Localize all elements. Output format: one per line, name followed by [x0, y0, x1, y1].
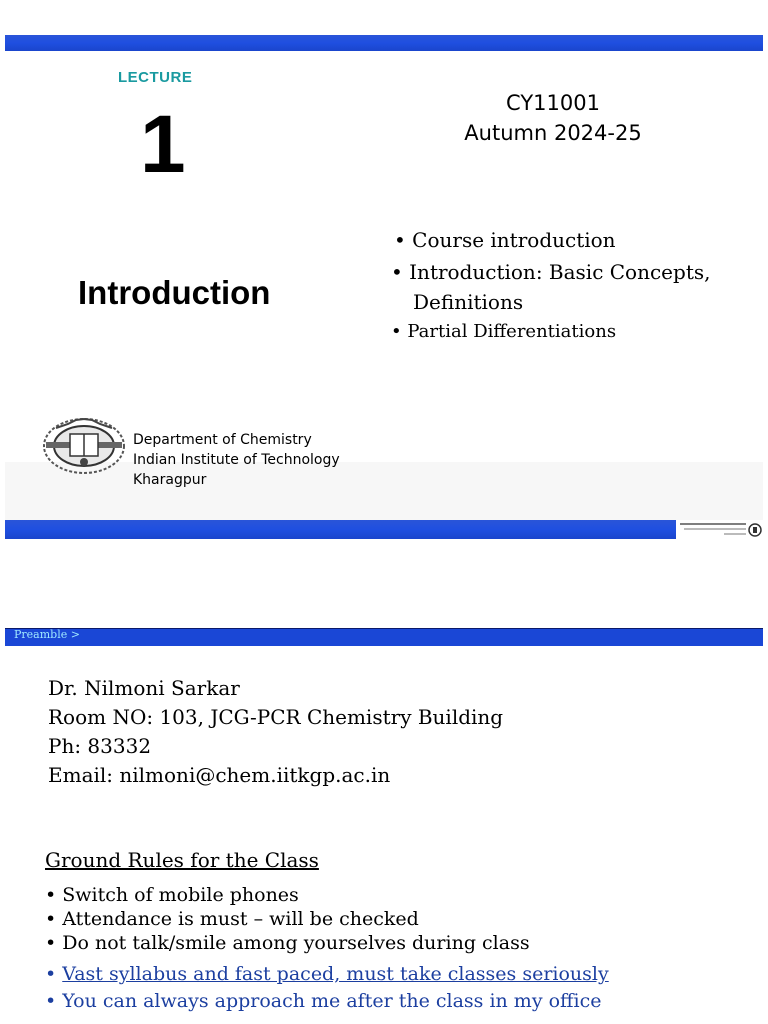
rule-item: • Attendance is must – will be checked [45, 908, 419, 930]
preamble-label: Preamble > [14, 628, 80, 641]
department-line: Kharagpur [133, 472, 207, 488]
rule-item: • Do not talk/smile among yourselves during class [45, 932, 530, 954]
email-info: Email: nilmoni@chem.iitkgp.ac.in [48, 763, 391, 787]
ground-rules-heading: Ground Rules for the Class [45, 848, 319, 872]
topic-item-continuation: Definitions [413, 290, 524, 314]
slide-title: Introduction [78, 274, 271, 311]
department-block [133, 430, 340, 490]
bottom-footer-bar [5, 520, 763, 539]
lecture-label: LECTURE [118, 69, 193, 86]
rule-item: • Vast syllabus and fast paced, must take classes seriously [45, 963, 609, 985]
course-term: Autumn 2024-25 [464, 121, 642, 145]
contact-block [48, 674, 503, 790]
topic-item: • Course introduction [394, 228, 616, 252]
iit-kgp-logo [40, 416, 128, 476]
lecture-number: 1 [140, 99, 186, 190]
department-line: Indian Institute of Technology [133, 452, 340, 468]
course-info [462, 88, 644, 148]
room-info: Room NO: 103, JCG-PCR Chemistry Building [48, 705, 504, 729]
iit-corner-logo [676, 520, 763, 539]
preamble-header-bar [5, 628, 763, 646]
topic-item: • Introduction: Basic Concepts, [391, 260, 711, 284]
topic-item: • Partial Differentiations [391, 321, 617, 342]
course-code: CY11001 [506, 91, 600, 115]
instructor-name: Dr. Nilmoni Sarkar [48, 676, 240, 700]
rule-item: • You can always approach me after the class in my office [45, 990, 602, 1012]
top-header-bar [5, 35, 763, 51]
rule-item: • Switch of mobile phones [45, 884, 299, 906]
phone-info: Ph: 83332 [48, 734, 152, 758]
department-line: Department of Chemistry [133, 432, 312, 448]
ground-rules-list [45, 882, 609, 1015]
